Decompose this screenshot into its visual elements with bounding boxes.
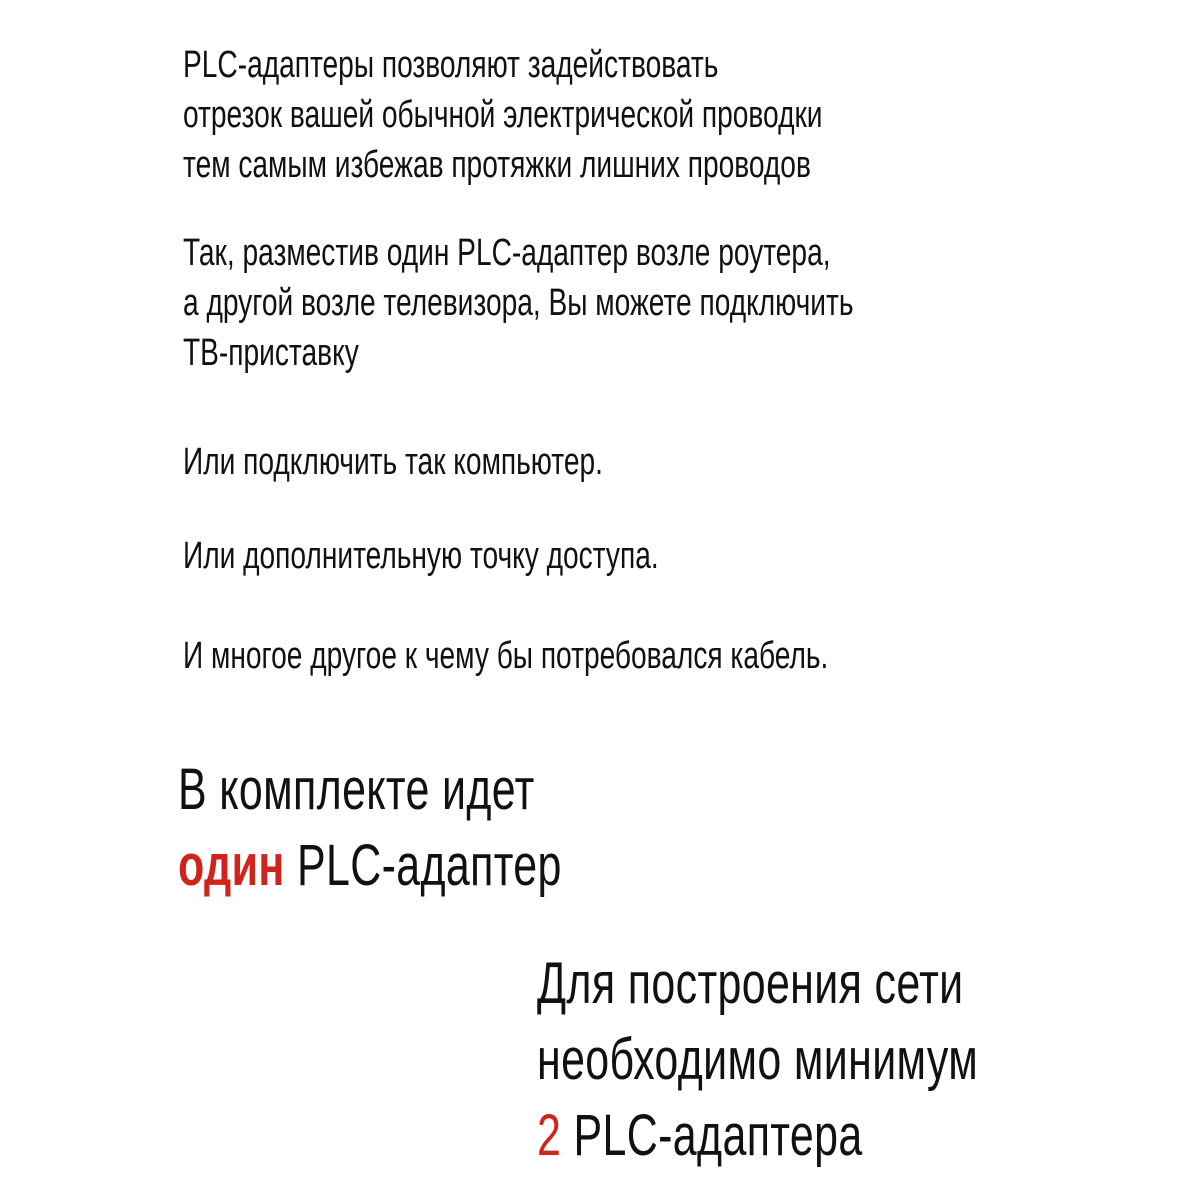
kit-note-highlight: один (178, 833, 285, 898)
network-note-rest: PLC-адаптера (561, 1103, 863, 1168)
paragraph-line: отрезок вашей обычной электрической проводки (183, 94, 823, 136)
kit-note-line2 (178, 828, 562, 904)
paragraph-line: Или дополнительную точку доступа. (183, 535, 659, 577)
kit-note-rest: PLC-адаптер (284, 833, 562, 898)
paragraph-line: ТВ-приставку (183, 332, 359, 374)
paragraph-line: тем самым избежав протяжки лишних проводов (183, 144, 811, 186)
paragraph-line: И многое другое к чему бы потребовался кабель. (183, 635, 829, 677)
paragraph-line: PLC-адаптеры позволяют задействовать (183, 44, 719, 86)
paragraph-line: Так, разместив один PLC-адаптер возле роутера, (183, 232, 831, 274)
network-note-line1: Для построения сети (537, 951, 964, 1016)
network-note-line3 (537, 1098, 978, 1174)
network-note-line2: необходимо минимум (537, 1027, 979, 1092)
paragraph-line: Или подключить так компьютер. (183, 441, 603, 483)
network-note-highlight: 2 (537, 1103, 562, 1168)
paragraph-line: а другой возле телевизора, Вы можете подключить (183, 282, 854, 324)
kit-note-line1: В комплекте идет (178, 757, 535, 822)
